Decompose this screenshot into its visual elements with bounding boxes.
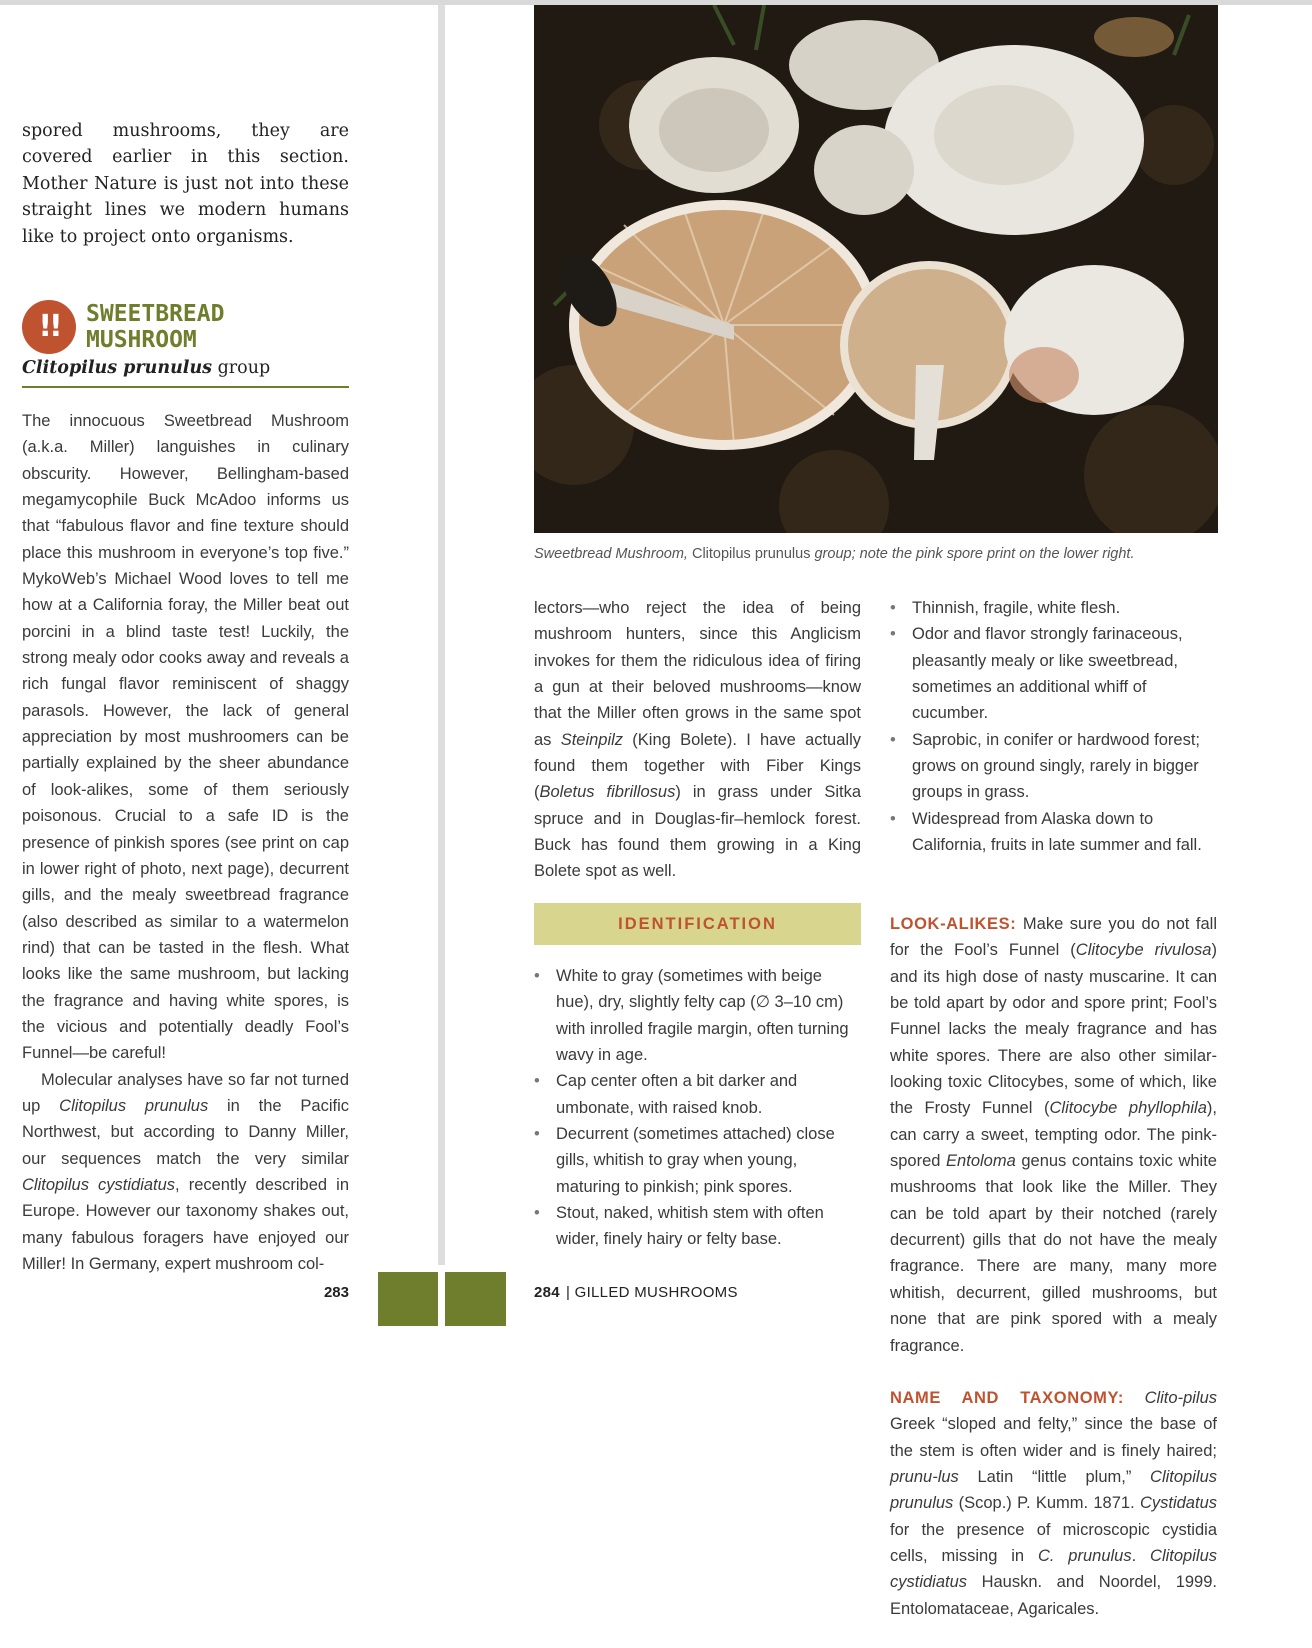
text-run: Make sure you do not fall for the Fool’s Funnel (: [890, 915, 1217, 960]
species-title-line1: SWEETBREAD: [86, 301, 225, 327]
caption-text: Sweetbread Mushroom,: [534, 546, 692, 562]
text-run: , recently described in Europe. However our taxonomy shakes out, many fabulous foragers have enjoyed our Miller! In Germany, expert mushroom col-: [22, 1175, 349, 1273]
page-footer-right: [534, 1284, 738, 1301]
text-run: lectors—who reject the idea of being mushroom hunters, since this Anglicism invokes for them the ridiculous idea of firing a gun at their beloved mushrooms—know that the Miller often grows in the same spot as: [534, 599, 861, 749]
bullet-icon: •: [890, 625, 896, 644]
list-item-text: White to gray (sometimes with beige hue), dry, slightly felty cap (∅ 3–10 cm) with inrolled fragile margin, often turning wavy in age.: [556, 967, 849, 1065]
intro-paragraph: spored mushrooms, they are covered earlier in this section. Mother Nature is just not into these straight lines we modern humans like to project onto organisms.: [22, 121, 349, 247]
bullet-icon: •: [890, 809, 896, 828]
page-number-left: 283: [323, 1284, 349, 1301]
latin-name: Clitopilus prunulus: [22, 358, 213, 378]
list-item: [890, 595, 1217, 621]
list-item: [534, 1068, 861, 1121]
list-item: [534, 1200, 861, 1253]
list-item: [890, 727, 1217, 806]
mushroom-photo: [534, 5, 1218, 533]
list-item-text: Decurrent (sometimes attached) close gills, whitish to gray when young, maturing to pinkish; pink spores.: [556, 1125, 835, 1196]
italic-latin: Clitocybe rivulosa: [1075, 941, 1212, 960]
taxonomy-paragraph: [890, 1385, 1217, 1622]
italic-latin: Clitopilus prunulus: [890, 1467, 1217, 1513]
taxonomy-heading: NAME AND TAXONOMY:: [890, 1388, 1124, 1407]
italic-latin: Cystidatus: [1139, 1494, 1217, 1513]
paragraph-2: [22, 1067, 349, 1278]
text-run: Molecular analyses have so far not turned up: [22, 1070, 349, 1115]
list-item-text: Saprobic, in conifer or hardwood forest; grows on ground singly, rarely in bigger groups in grass.: [912, 730, 1200, 802]
mushroom-illustration: [534, 5, 1218, 533]
bullet-icon: •: [890, 599, 896, 617]
section-name: GILLED MUSHROOMS: [574, 1284, 738, 1301]
italic-latin: prunu-lus: [890, 1467, 959, 1486]
italic-term: Steinpilz: [560, 730, 624, 749]
list-item-text: Odor and flavor strongly farinaceous, pleasantly mealy or like sweetbread, sometimes an additional whiff of cucumber.: [912, 625, 1183, 723]
species-title-line2: MUSHROOM: [86, 327, 197, 353]
bullet-icon: •: [534, 967, 540, 985]
species-latin-name: [22, 358, 270, 378]
caption-latin: Clitopilus prunulus: [691, 546, 811, 562]
italic-latin: Clito-pilus: [1144, 1388, 1217, 1407]
lookalikes-paragraph: [890, 911, 1217, 1359]
italic-latin: C. prunulus: [1037, 1546, 1132, 1565]
text-run: .: [1131, 1546, 1151, 1565]
italic-latin: Clitocybe phyllophila: [1049, 1099, 1207, 1118]
list-item: [534, 1121, 861, 1200]
list-item: [534, 963, 861, 1068]
poison-warning-icon: !!: [22, 300, 76, 354]
list-item-text: Stout, naked, whitish stem with often wider, finely hairy or felty base.: [556, 1204, 824, 1249]
photo-caption: [534, 546, 1234, 562]
continued-text: [534, 595, 861, 885]
list-item: [890, 621, 1217, 726]
italic-latin: Entoloma: [946, 1152, 1016, 1171]
right-column-text: [890, 911, 1217, 1622]
italic-latin: Clitopilus prunulus: [59, 1096, 209, 1115]
species-title: [86, 301, 346, 353]
page-gutter: [438, 5, 445, 1265]
list-item-text: Widespread from Alaska down to California, fruits in late summer and fall.: [912, 809, 1202, 855]
header-rule: [22, 386, 349, 388]
bullet-icon: •: [890, 730, 896, 749]
latin-suffix: group: [212, 358, 271, 378]
text-run: genus contains toxic white mushrooms that look like the Miller. They can be told apart by their notched (rarely decurrent) gills that do not have the mealy fragrance. There are many, many more whitish, decurrent, gilled mushrooms, but none that are pink spored with a mealy fragrance.: [890, 1152, 1217, 1355]
caption-text: group; note the pink spore print on the lower right.: [810, 546, 1135, 562]
section-tab-right: [445, 1272, 506, 1326]
text-run: ) and its high dose of nasty muscarine. It can be told apart by odor and spore print; Fool’s Funnel lacks the mealy fragrance and has white spores. There are also other similar-looking toxic Clitocybes, some of which, like the Frosty Funnel (: [890, 941, 1217, 1118]
text-run: for the presence of microscopic cystidia cells, missing in: [890, 1520, 1217, 1565]
identification-heading: IDENTIFICATION: [534, 903, 861, 945]
text-run: Greek “sloped and felty,” since the base of the stem is often wider and is finely haired;: [890, 1415, 1217, 1460]
text-run: (King Bolete). I have actually found them together with Fiber Kings (: [534, 730, 861, 802]
text-run: ), can carry a sweet, tempting odor. The pink-spored: [890, 1099, 1217, 1171]
italic-latin: Clitopilus cystidiatus: [890, 1546, 1217, 1592]
text-run: Hauskn. and Noordel, 1999. Entolomataceae, Agaricales.: [890, 1573, 1217, 1618]
section-tab-left: [378, 1272, 438, 1326]
species-header: [22, 300, 349, 390]
italic-latin: Boletus fibrillosus: [539, 783, 676, 802]
text-run: in the Pacific Northwest, but according to Danny Miller, our sequences match the very similar: [22, 1096, 349, 1168]
list-item: [890, 806, 1217, 859]
list-item-text: Cap center often a bit darker and umbonate, with raised knob.: [556, 1072, 798, 1117]
paragraph-continued: [534, 595, 861, 885]
left-body-text: [22, 408, 349, 1277]
features-list: [890, 595, 1217, 858]
folio-separator: |: [565, 1284, 571, 1301]
text-run: Latin “little plum,”: [958, 1467, 1151, 1486]
bullet-icon: •: [534, 1125, 540, 1144]
lookalikes-heading: LOOK-ALIKES:: [890, 915, 1017, 933]
identification-list: [534, 963, 861, 1253]
text-run: (Scop.) P. Kumm. 1871.: [953, 1494, 1140, 1513]
text-run: ) in grass under Sitka spruce and in Douglas-fir–hemlock forest. Buck has found them growing in a King Bolete spot as well.: [534, 783, 862, 881]
italic-latin: Clitopilus cystidiatus: [22, 1175, 176, 1194]
bullet-icon: •: [534, 1204, 540, 1223]
page-number-right: 284: [534, 1284, 560, 1301]
bullet-icon: •: [534, 1072, 540, 1091]
list-item-text: Thinnish, fragile, white flesh.: [912, 599, 1121, 617]
paragraph-1: The innocuous Sweetbread Mushroom (a.k.a. Miller) languishes in culinary obscurity. However, Bellingham-based megamycophile Buck McAdoo informs us that “fabulous flavor and fine texture should place this mushroom in everyone’s top five.” MykoWeb’s Michael Wood loves to tell me how at a California foray, the Miller beat out porcini in a blind taste test! Luckily, the strong mealy odor cooks away and reveals a rich fungal flavor reminiscent of shaggy parasols. However, the lack of general appreciation by most mushroomers can be partially explained by the sheer abundance of look-alikes, some of them seriously poisonous. Crucial to a safe ID is the presence of pinkish spores (see print on cap in lower right of photo, next page), decurrent gills, and the mealy sweetbread fragrance (also described as similar to a watermelon rind) that can be tasted in the flesh. What looks like the same mushroom, but lacking the fragrance and having white spores, is the vicious and potentially deadly Fool’s Funnel—be careful!: [22, 412, 349, 1063]
